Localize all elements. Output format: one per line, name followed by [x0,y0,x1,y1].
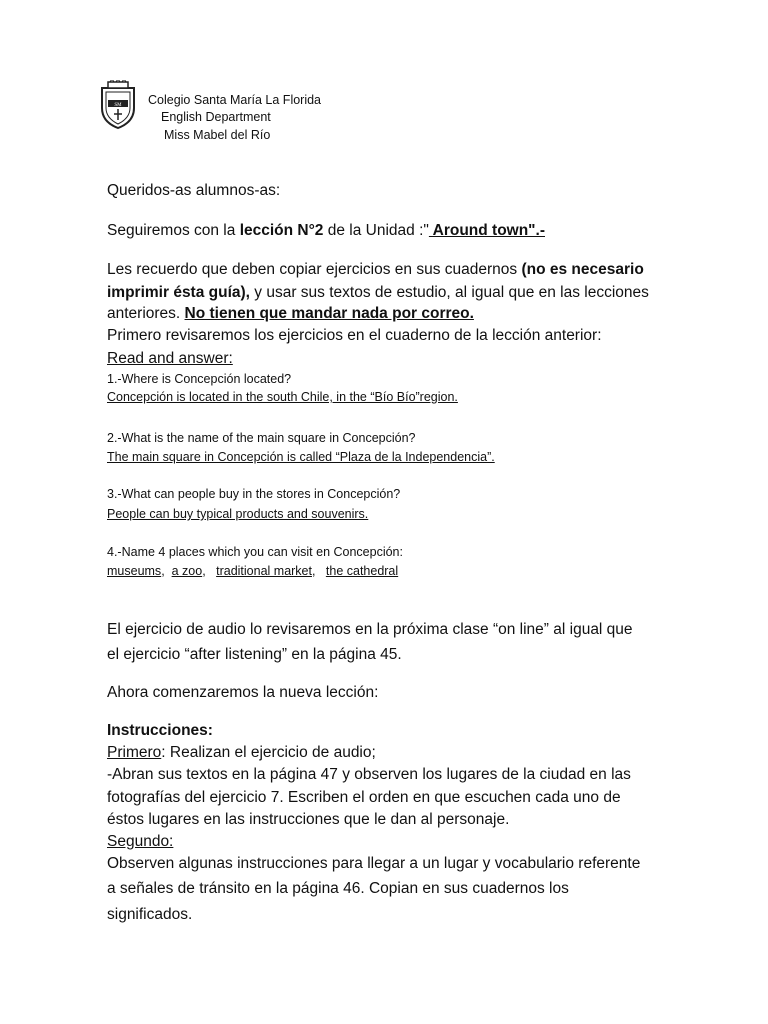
second-label: Segundo: [107,833,174,850]
instructions-heading: Instrucciones: [107,722,213,739]
department-name: English Department [161,110,271,124]
school-crest-logo [98,80,138,130]
reminder-line-2 [107,284,649,302]
reminder-line-3 [107,305,474,323]
place-item: a zoo [171,564,203,578]
question-2: 2.-What is the name of the main square in Concepción? [107,431,416,445]
school-name: Colegio Santa María La Florida [148,93,322,107]
intro-pre: Seguiremos con la [107,222,240,239]
unit-name: Around town".- [428,222,545,239]
intro-line [107,222,545,240]
place-item: the cathedral [325,564,399,578]
place-item: traditional market [216,564,312,578]
answer-4-places: museums, a zoo, traditional market, the cathedral [107,564,399,578]
teacher-name: Miss Mabel del Río [164,128,271,142]
first-line-3: fotografías del ejercicio 7. Escriben el orden en que escuchen cada uno de [107,789,621,806]
second-line-1: Observen algunas instrucciones para llegar a un lugar y vocabulario referente [107,855,641,872]
no-email-note: No tienen que mandar nada por correo. [184,305,474,322]
audio-line-1: El ejercicio de audio lo revisaremos en la próxima clase “on line” al igual que [107,621,633,638]
answer-1: Concepción is located in the south Chile, in the “Bío Bío”region. [107,390,458,404]
review-intro: Primero revisaremos los ejercicios en el cuaderno de la lección anterior: [107,327,602,344]
reminder-text-2: y usar sus textos de estudio, al igual que en las lecciones [249,284,649,301]
first-line-2: -Abran sus textos en la página 47 y observen los lugares de la ciudad en las [107,766,631,783]
intro-mid: de la Unidad :" [323,222,429,239]
reminder-line-1 [107,261,644,279]
audio-line-2: el ejercicio “after listening” en la página 45. [107,646,402,663]
question-1: 1.-Where is Concepción located? [107,372,292,386]
section-title: Read and answer: [107,350,233,367]
answer-2: The main square in Concepción is called “Plaza de la Independencia”. [107,450,495,464]
second-line-2: a señales de tránsito en la página 46. Copian en sus cuadernos los [107,880,569,897]
new-lesson-intro: Ahora comenzaremos la nueva lección: [107,684,379,701]
svg-text:SM: SM [114,103,122,108]
instructions-title [107,722,213,740]
reminder-bold-2: imprimir ésta guía), [107,284,250,301]
answer-3: People can buy typical products and souvenirs. [107,507,369,521]
reminder-text-3: anteriores. [107,305,185,322]
place-item: museums [107,564,162,578]
first-text: : Realizan el ejercicio de audio; [161,744,376,761]
second-line-3: significados. [107,906,193,923]
first-line-4: éstos lugares en las instrucciones que le dan al personaje. [107,811,510,828]
first-step [107,744,376,762]
reminder-text: Les recuerdo que deben copiar ejercicios en sus cuadernos [107,261,522,278]
question-4: 4.-Name 4 places which you can visit en Concepción: [107,545,403,559]
lesson-number: lección N°2 [239,222,324,239]
reminder-bold: (no es necesario [521,261,644,278]
question-3: 3.-What can people buy in the stores in Concepción? [107,487,401,501]
greeting: Queridos-as alumnos-as: [107,182,281,199]
first-label: Primero [107,744,162,761]
